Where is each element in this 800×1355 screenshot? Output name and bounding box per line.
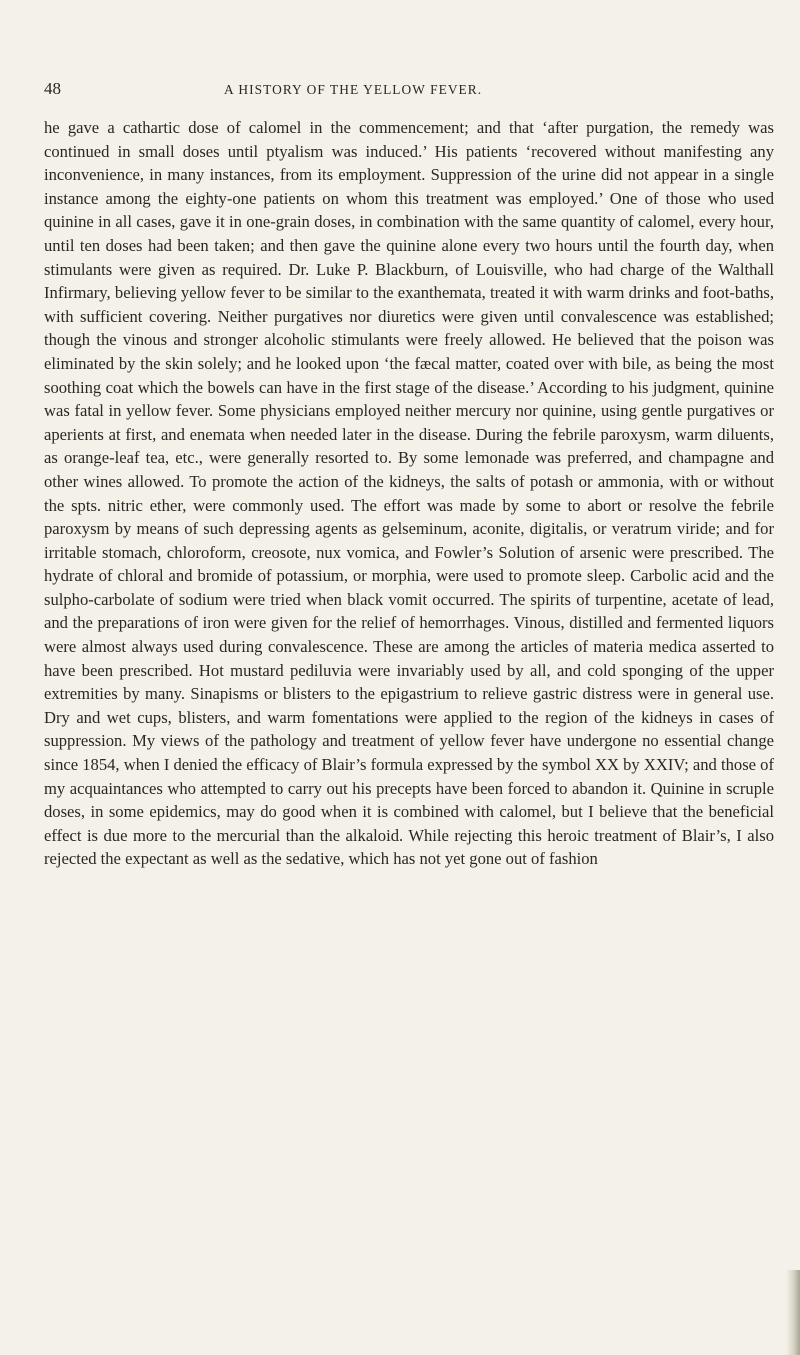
page-binding-edge	[786, 1270, 800, 1355]
running-title: A HISTORY OF THE YELLOW FEVER.	[224, 82, 483, 97]
body-paragraph: he gave a cathartic dose of calomel in the commencement; and that ‘after purgation, the remedy was continued in small doses until ptyalism was induced.’ His patients ‘recovered without manifesting any inconvenience, in many instances, from its employment. Suppression of the urine did not appear in a single instance among the eighty-one patients on whom this treatment was employed.’ One of those who used quinine in all cases, gave it in one-grain doses, in combination with the same quantity of calomel, every hour, until ten doses had been taken; and then gave the quinine alone every two hours until the fourth day, when stimulants were given as required. Dr. Luke P. Blackburn, of Louisville, who had charge of the Walthall Infirmary, believing yellow fever to be similar to the exanthemata, treated it with warm drinks and foot-baths, with sufficient covering. Neither purgatives nor diuretics were given until convalescence was established; though the vinous and stronger alcoholic stimulants were freely allowed. He believed that the poison was eliminated by the skin solely; and he looked upon ‘the fæcal matter, coated over with bile, as being the most soothing coat which the bowels can have in the first stage of the disease.’ According to his judgment, quinine was fatal in yellow fever. Some physicians employed neither mercury nor quinine, using gentle purgatives or aperients at first, and enemata when needed later in the disease. During the febrile paroxysm, warm diluents, as orange-leaf tea, etc., were generally resorted to. By some lemonade was preferred, and champagne and other wines allowed. To promote the action of the kidneys, the salts of potash or ammonia, with or without the spts. nitric ether, were commonly used. The effort was made by some to abort or resolve the febrile paroxysm by means of such depressing agents as gelseminum, aconite, digitalis, or veratrum viride; and for irritable stomach, chloroform, creosote, nux vomica, and Fowler’s Solution of arsenic were prescribed. The hydrate of chloral and bromide of potassium, or morphia, were used to promote sleep. Carbolic acid and the sulpho-carbolate of sodium were tried when black vomit occurred. The spirits of turpentine, acetate of lead, and the preparations of iron were given for the relief of hemorrhages. Vinous, distilled and fermented liquors were almost always used during convalescence. These are among the articles of materia medica asserted to have been prescribed. Hot mustard pediluvia were invariably used by all, and cold sponging of the upper extremities by many. Sinapisms or blisters to the epigastrium to relieve gastric distress were in general use. Dry and wet cups, blisters, and warm fomentations were applied to the region of the kidneys in cases of suppression. My views of the pathology and treatment of yellow fever have undergone no essential change since 1854, when I denied the efficacy of Blair’s formula expressed by the symbol XX by XXIV; and those of my acquaintances who attempted to carry out his precepts have been forced to abandon it. Quinine in scruple doses, in some epidemics, may do good when it is combined with calomel, but I believe that the beneficial effect is due more to the mercurial than the alkaloid. While rejecting this heroic treatment of Blair’s, I also rejected the expectant as well as the sedative, which has not yet gone out of fashion	[44, 118, 774, 869]
running-head	[44, 78, 774, 100]
page-number: 48	[44, 79, 61, 98]
